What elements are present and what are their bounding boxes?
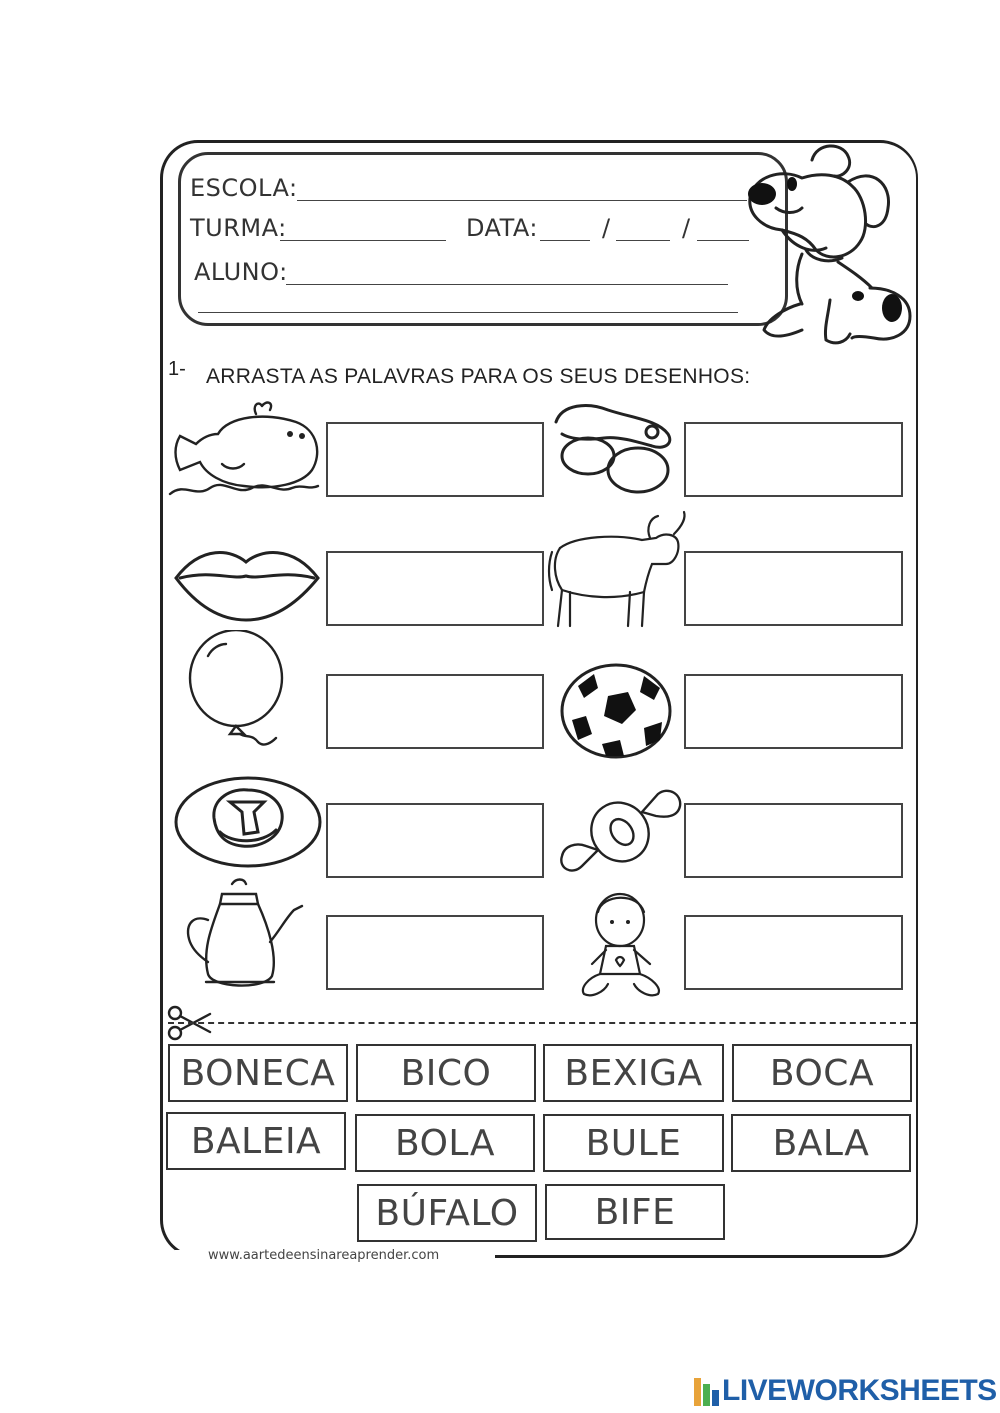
word-tile-bule[interactable]: BULE xyxy=(543,1114,724,1172)
exercise-number: 1- xyxy=(168,358,186,380)
class-label: TURMA: xyxy=(190,214,287,242)
footer-url: www.aartedeensinareaprender.com xyxy=(208,1248,440,1263)
drop-box-steak[interactable] xyxy=(326,803,544,878)
drop-box-lips[interactable] xyxy=(326,551,544,626)
liveworksheets-logo-icon xyxy=(694,1378,720,1406)
word-tile-bexiga[interactable]: BEXIGA xyxy=(543,1044,724,1102)
drop-box-pacifier[interactable] xyxy=(684,422,903,497)
whale-icon xyxy=(166,398,322,502)
pacifier-icon xyxy=(548,400,678,496)
drop-box-candy[interactable] xyxy=(684,803,903,878)
lips-icon xyxy=(172,540,322,624)
teapot-icon xyxy=(182,870,310,1000)
date-day-line xyxy=(540,240,590,241)
date-separator-1: / xyxy=(602,214,611,242)
candy-icon xyxy=(558,780,688,882)
word-tile-baleia[interactable]: BALEIA xyxy=(166,1112,346,1170)
brand-name: LIVEWORKSHEETS xyxy=(722,1374,997,1407)
drop-box-buffalo[interactable] xyxy=(684,551,903,626)
extra-line xyxy=(198,312,738,313)
date-label: DATA: xyxy=(466,214,538,242)
soccer-ball-icon xyxy=(558,662,674,760)
drop-box-teapot[interactable] xyxy=(326,915,544,990)
student-line xyxy=(286,284,728,285)
drop-box-balloon[interactable] xyxy=(326,674,544,749)
drop-box-soccer-ball[interactable] xyxy=(684,674,903,749)
dog-mascot-icon xyxy=(742,138,922,354)
word-tile-bufalo[interactable]: BÚFALO xyxy=(357,1184,537,1242)
class-line xyxy=(280,240,446,241)
word-tile-bife[interactable]: BIFE xyxy=(545,1184,725,1240)
word-tile-boneca[interactable]: BONECA xyxy=(168,1044,348,1102)
student-label: ALUNO: xyxy=(194,258,288,286)
word-tile-bala[interactable]: BALA xyxy=(731,1114,911,1172)
school-line xyxy=(297,200,747,201)
word-tile-bico[interactable]: BICO xyxy=(356,1044,536,1102)
drop-box-whale[interactable] xyxy=(326,422,544,497)
date-separator-2: / xyxy=(682,214,691,242)
buffalo-icon xyxy=(546,508,696,632)
doll-icon xyxy=(572,890,670,1000)
instruction-text: ARRASTA AS PALAVRAS PARA OS SEUS DESENHOS: xyxy=(206,365,751,388)
school-label: ESCOLA: xyxy=(190,174,298,202)
steak-icon xyxy=(172,772,326,872)
word-tile-boca[interactable]: BOCA xyxy=(732,1044,912,1102)
drop-box-doll[interactable] xyxy=(684,915,903,990)
date-month-line xyxy=(616,240,670,241)
cut-line xyxy=(168,1022,916,1024)
word-tile-bola[interactable]: BOLA xyxy=(355,1114,535,1172)
balloon-icon xyxy=(180,630,300,750)
